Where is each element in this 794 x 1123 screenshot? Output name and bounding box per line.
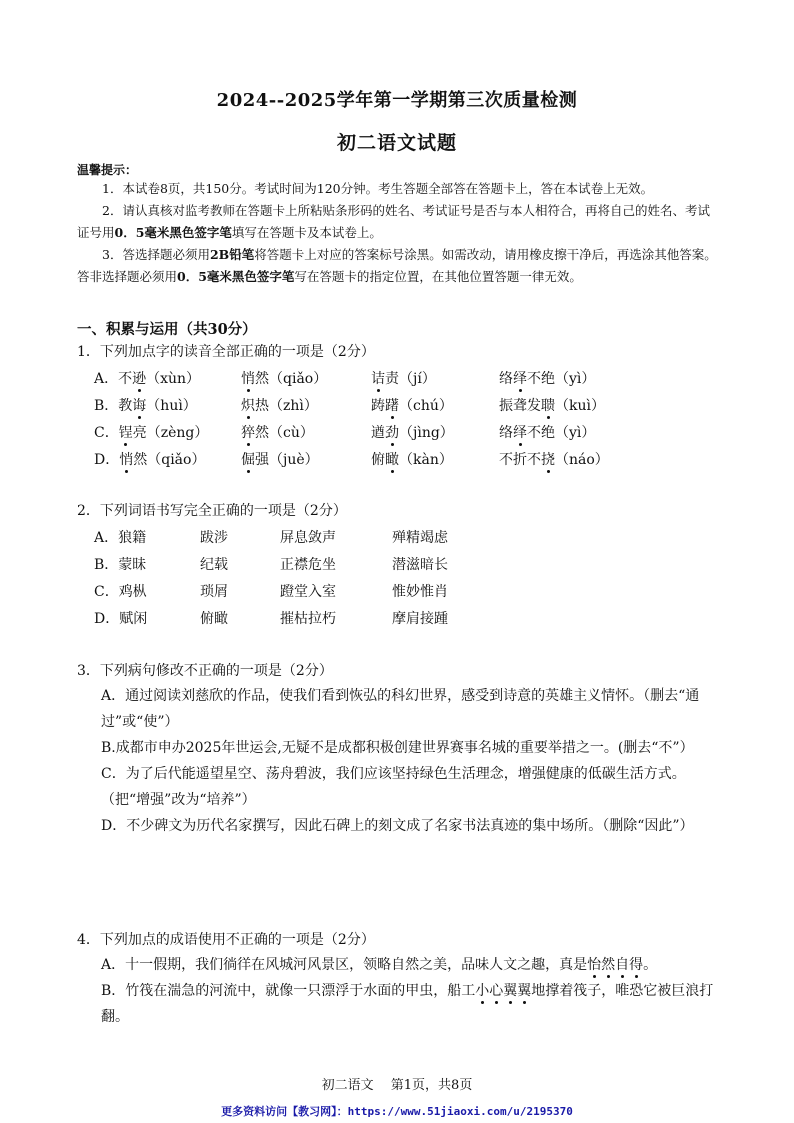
option-cell: A．狼籍 (94, 529, 147, 546)
notice-item-2 (77, 200, 722, 244)
option-b: B.成都市申办2025年世运会,无疑不是成都积极创建世界赛事名城的重要举措之一。(删去“不”） (101, 740, 694, 756)
option-cell: 正襟危坐 (280, 556, 336, 573)
question-3 (77, 659, 727, 839)
option-row-b (77, 391, 727, 418)
notice-item-2-pen: 0．5毫米黑色签字笔 (114, 225, 232, 240)
option-c: C．为了后代能遥望星空、荡舟碧波，我们应该坚持绿色生活理念，增强健康的低碳生活方式。（把“增强”改为“培养”） (101, 766, 686, 808)
question-stem: 2．下列词语书写完全正确的一项是（2分） (77, 503, 347, 519)
notice-heading: 温馨提示： (77, 163, 138, 177)
question-2 (77, 499, 727, 631)
option-row-b (77, 550, 727, 577)
notice-box (77, 162, 722, 288)
exam-title: 2024--2025学年第一学期第三次质量检测 (216, 90, 578, 111)
notice-item-3-mid: 将答题卡上对应的答案标号涂黑。如需改动，请用橡皮擦干净后，再选涂其他答案。答非选择题必须用 (77, 247, 717, 284)
option-cell: D．赋闲 (94, 610, 148, 627)
option-cell: 倔强（juè） (241, 451, 319, 468)
option-row-a (77, 364, 727, 391)
option-cell: 潜滋暗长 (392, 556, 448, 573)
notice-item-3-pencil: 2B铅笔 (209, 247, 255, 262)
option-cell: 振聋发聩（kuì） (499, 397, 605, 414)
resource-link[interactable]: 更多资料访问【教习网】：https://www.51jiaoxi.com/u/2195370 (221, 1105, 573, 1118)
option-row-a (77, 523, 727, 550)
option-d: D．不少碑文为历代名家撰写，因此石碑上的刻文成了名家书法真迹的集中场所。（删除“因此”） (101, 818, 694, 834)
option-cell: 琐屑 (200, 583, 228, 600)
option-b-text: B．竹筏在湍急的河流中，就像一只漂浮于水面的甲虫，船工 (101, 983, 476, 999)
question-stem: 4．下列加点的成语使用不正确的一项是（2分） (77, 932, 375, 948)
option-cell: B．蒙昧 (94, 556, 147, 573)
option-cell: 遒劲（jìng） (371, 424, 454, 441)
option-a: A．通过阅读刘慈欣的作品，使我们看到恢弘的科幻世界，感受到诗意的英雄主义情怀。（删去“通过”或“使”） (101, 688, 700, 730)
question-4 (77, 928, 727, 1030)
option-cell: A．不逊（xùn） (94, 370, 201, 387)
page-footer: 初二语文 第1页，共8页 (321, 1078, 473, 1093)
notice-item-1: 1．本试卷8页，共150分。考试时间为120分钟。考生答题全部答在答题卡上，答在本试卷上无效。 (102, 181, 654, 196)
section-heading: 一、积累与运用（共30分） (77, 321, 257, 338)
option-cell: 络绎不绝（yì） (499, 370, 596, 387)
exam-subtitle: 初二语文试题 (336, 132, 457, 154)
option-cell: 蹬堂入室 (280, 583, 336, 600)
dotted-idiom: 怡然自得 (587, 957, 644, 973)
option-cell: 殚精竭虑 (392, 529, 448, 546)
notice-item-2-text: 2．请认真核对监考教师在答题卡上所粘贴条形码的姓名、考试证号是否与本人相符合，再将自己的姓名、考试证号用 (77, 203, 710, 240)
option-cell: 络绎不绝（yì） (499, 424, 596, 441)
option-cell: 俯瞰（kàn） (371, 451, 453, 468)
option-cell: 不折不挠（náo） (499, 451, 609, 468)
option-cell: 摩肩接踵 (392, 610, 448, 627)
notice-item-3-text: 3．答选择题必须用 (102, 247, 210, 262)
option-cell: B．教诲（huì） (94, 397, 197, 414)
dotted-idiom: 小心翼翼 (475, 983, 532, 999)
option-cell: 踌躇（chú） (371, 397, 453, 414)
question-1 (77, 340, 727, 472)
option-a-end: 。 (643, 957, 658, 973)
option-b (77, 978, 727, 1030)
option-row-d (77, 445, 727, 472)
option-a (77, 952, 727, 978)
notice-item-2-tail: 填写在答题卡及本试卷上。 (231, 225, 382, 240)
option-cell: 炽热（zhì） (241, 397, 318, 414)
option-row-c (77, 418, 727, 445)
option-b-end: 地撑着筏子，唯恐它被巨浪打翻。 (101, 983, 714, 1025)
option-a-text: A．十一假期，我们徜徉在风城河风景区，领略自然之美，品味人文之趣，真是 (101, 957, 588, 973)
option-cell: 俯瞰 (200, 610, 228, 627)
notice-item-3-tail: 写在答题卡的指定位置，在其他位置答题一律无效。 (294, 269, 582, 284)
question-stem: 1．下列加点字的读音全部正确的一项是（2分） (77, 344, 375, 360)
option-cell: 纪载 (200, 556, 228, 573)
notice-item-3 (77, 244, 722, 288)
option-cell: D．悄然（qiǎo） (94, 451, 206, 468)
option-cell: 悄然（qiǎo） (241, 370, 328, 387)
option-cell: 惟妙惟肖 (392, 583, 448, 600)
option-cell: 跋涉 (200, 529, 228, 546)
option-cell: C．锃亮（zèng） (94, 424, 209, 441)
option-cell: 诘责（jí） (371, 370, 436, 387)
option-cell: 屏息敛声 (280, 529, 336, 546)
notice-item-3-pen: 0．5毫米黑色签字笔 (177, 269, 295, 284)
option-cell: 摧枯拉朽 (280, 610, 336, 627)
option-cell: 猝然（cù） (241, 424, 314, 441)
question-stem: 3．下列病句修改不正确的一项是（2分） (77, 663, 333, 679)
option-cell: C．鸡枞 (94, 583, 147, 600)
option-row-c (77, 577, 727, 604)
option-row-d (77, 604, 727, 631)
